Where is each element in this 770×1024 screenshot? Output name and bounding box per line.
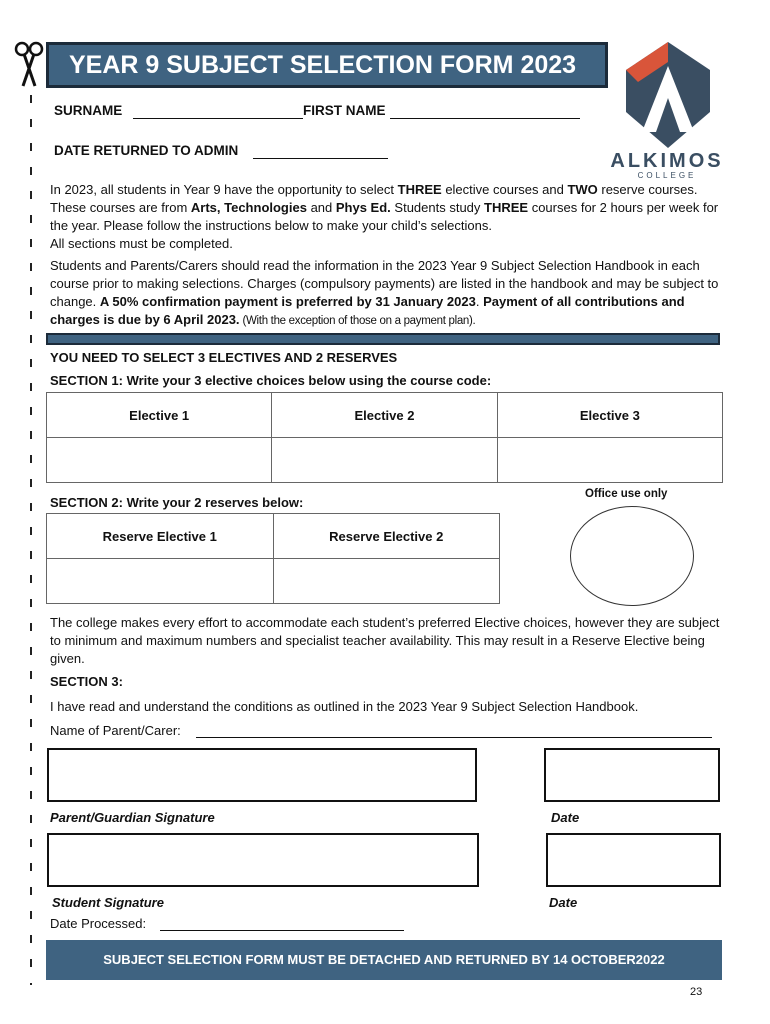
parent-signature-label: Parent/Guardian Signature xyxy=(50,810,215,825)
section3-heading: SECTION 3: xyxy=(50,674,123,689)
parent-name-label: Name of Parent/Carer: xyxy=(50,723,181,738)
elective-2-header: Elective 2 xyxy=(272,393,497,438)
scissors-icon xyxy=(14,40,44,88)
intro-paragraph: In 2023, all students in Year 9 have the opportunity to select THREE elective courses and TWO reserve courses. These courses are from Arts, Technologies and Phys Ed. Students study THREE courses for 2 hours per week for the year. Please follow the instructions below to make your child’s selections. All sections must be completed. xyxy=(50,182,719,251)
date-returned-label: DATE RETURNED TO ADMIN xyxy=(54,143,239,158)
logo-wordmark: ALKIMOS xyxy=(610,150,724,172)
return-deadline-banner: SUBJECT SELECTION FORM MUST BE DETACHED AND RETURNED BY 14 OCTOBER2022 xyxy=(46,940,722,980)
parent-name-field[interactable] xyxy=(196,737,712,738)
elective-3-input[interactable] xyxy=(497,438,722,483)
surname-field[interactable] xyxy=(133,118,303,119)
elective-1-header: Elective 1 xyxy=(47,393,272,438)
cut-line xyxy=(30,95,32,985)
form-title: YEAR 9 SUBJECT SELECTION FORM 2023 xyxy=(46,42,608,88)
section2-heading: SECTION 2: Write your 2 reserves below: xyxy=(50,495,304,510)
college-logo-icon xyxy=(618,40,718,150)
student-date-label: Date xyxy=(549,895,578,910)
parent-date-box[interactable] xyxy=(544,748,720,802)
surname-label: SURNAME xyxy=(54,103,123,118)
reserve-1-header: Reserve Elective 1 xyxy=(47,514,274,559)
reserve-1-input[interactable] xyxy=(47,559,274,604)
parent-signature-box[interactable] xyxy=(47,748,477,802)
parent-date-label: Date xyxy=(551,810,580,825)
section1-heading: SECTION 1: Write your 3 elective choices below using the course code: xyxy=(50,373,492,388)
office-use-stamp xyxy=(570,506,694,606)
student-date-box[interactable] xyxy=(546,833,721,887)
elective-1-input[interactable] xyxy=(47,438,272,483)
selection-requirement: YOU NEED TO SELECT 3 ELECTIVES AND 2 RESERVES xyxy=(50,350,398,365)
logo-subtitle: COLLEGE xyxy=(637,171,697,180)
first-name-field[interactable] xyxy=(390,118,580,119)
student-signature-label: Student Signature xyxy=(52,895,164,910)
elective-2-input[interactable] xyxy=(272,438,497,483)
elective-table xyxy=(46,392,723,483)
elective-3-header: Elective 3 xyxy=(497,393,722,438)
handbook-paragraph: Students and Parents/Carers should read the information in the 2023 Year 9 Subject Selection Handbook in each course prior to making selections. Charges (compulsory payments) are listed in the handbook and may be subject to change. A 50% confirmation payment is preferred by 31 January 2023. Payment of all contributions and charges is due by 6 April 2023. (With the exception of those on a payment plan). xyxy=(50,258,719,327)
office-use-label: Office use only xyxy=(585,488,668,500)
date-returned-field[interactable] xyxy=(253,158,388,159)
first-name-label: FIRST NAME xyxy=(303,103,386,118)
student-signature-box[interactable] xyxy=(47,833,479,887)
section-divider xyxy=(46,333,720,345)
reserve-note: The college makes every effort to accommodate each student’s preferred Elective choices, however they are subject to minimum and maximum numbers and specialist teacher availability. This may result in a Reserve Elective being given. xyxy=(50,615,720,666)
reserve-2-input[interactable] xyxy=(273,559,500,604)
date-processed-field[interactable] xyxy=(160,930,404,931)
handbook-statement: I have read and understand the conditions as outlined in the 2023 Year 9 Subject Selection Handbook. xyxy=(50,699,639,714)
reserve-2-header: Reserve Elective 2 xyxy=(273,514,500,559)
reserve-table xyxy=(46,513,500,604)
page-number: 23 xyxy=(690,986,703,998)
date-processed-label: Date Processed: xyxy=(50,916,147,931)
